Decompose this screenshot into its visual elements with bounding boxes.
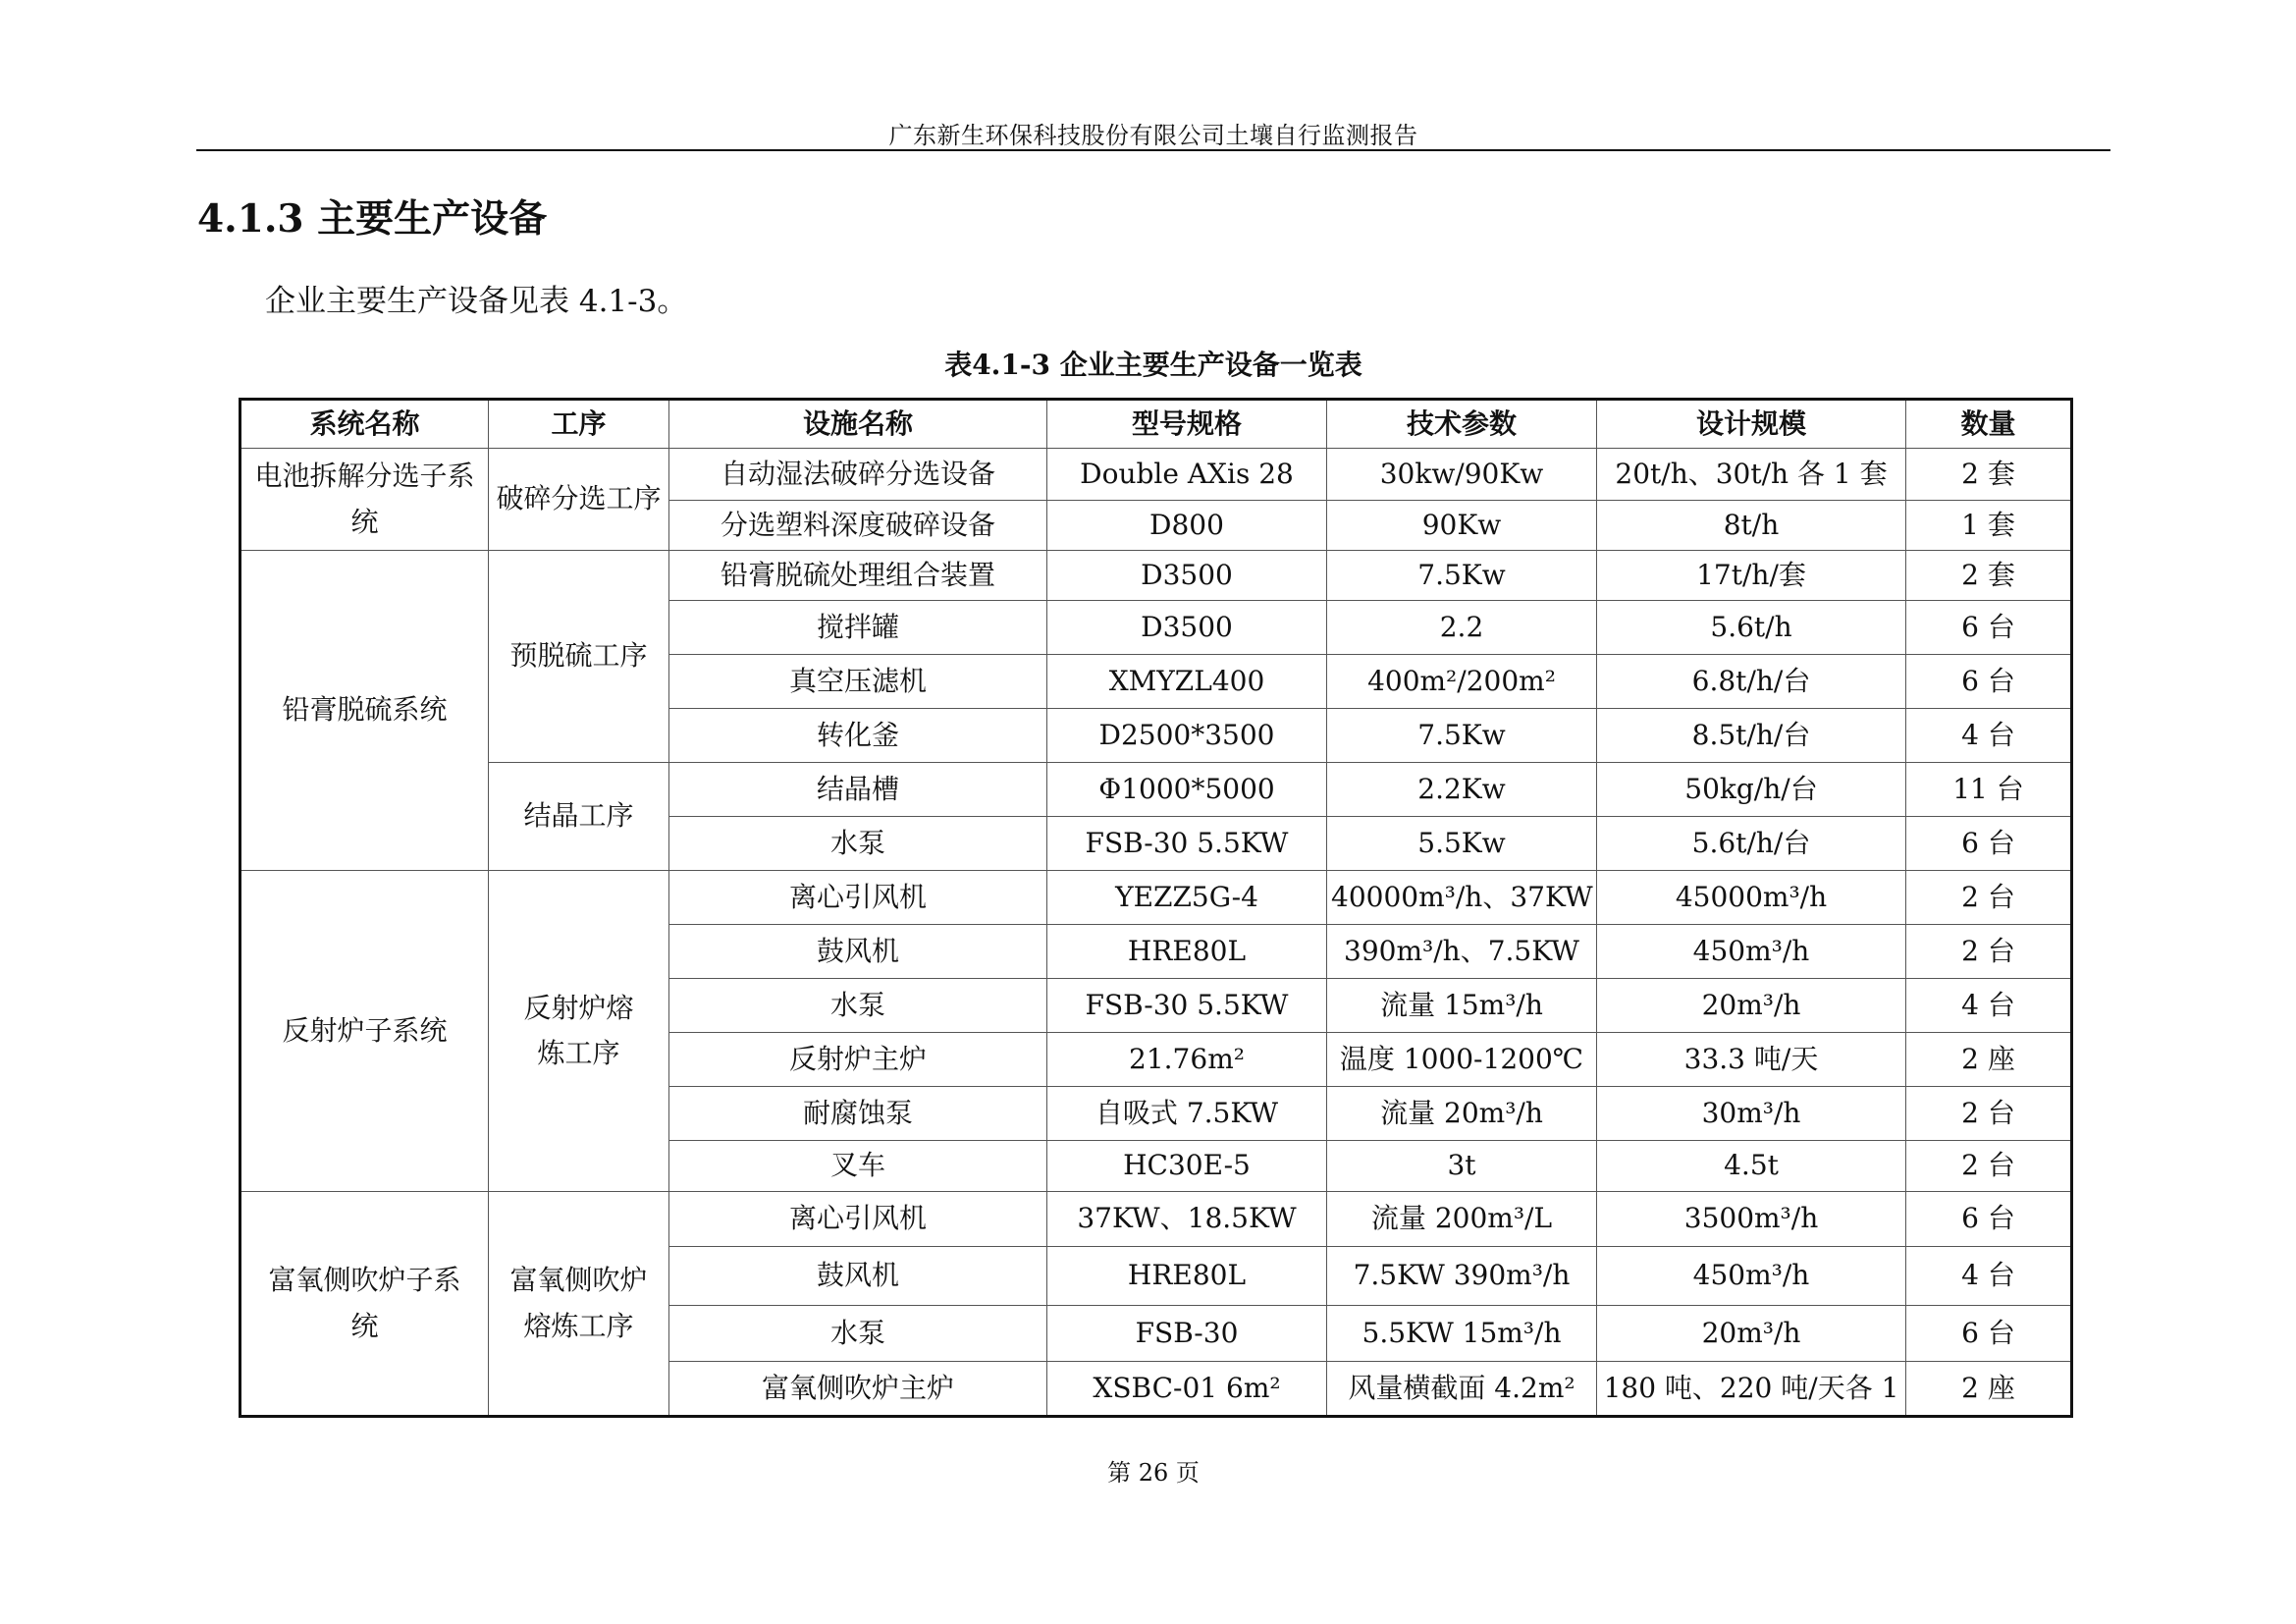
params-cell: 温度 1000-1200℃ — [1327, 1033, 1597, 1087]
quantity-cell: 4 台 — [1906, 979, 2072, 1033]
model-cell: FSB-30 — [1047, 1306, 1327, 1362]
model-cell: Double AXis 28 — [1047, 449, 1327, 501]
facility-cell: 水泵 — [669, 817, 1047, 871]
page-header: 广东新生环保科技股份有限公司土壤自行监测报告 — [888, 122, 1418, 149]
quantity-cell: 2 座 — [1906, 1033, 2072, 1087]
system-name-cell: 铅膏脱硫系统 — [240, 551, 489, 871]
model-cell: D800 — [1047, 501, 1327, 551]
params-cell: 7.5Kw — [1327, 709, 1597, 763]
intro-paragraph: 企业主要生产设备见表 4.1-3。 — [265, 284, 688, 319]
params-cell: 流量 20m³/h — [1327, 1087, 1597, 1141]
scale-cell: 6.8t/h/台 — [1597, 655, 1906, 709]
params-cell: 5.5KW 15m³/h — [1327, 1306, 1597, 1362]
page-number: 第 26 页 — [1107, 1459, 1200, 1487]
scale-cell: 20m³/h — [1597, 979, 1906, 1033]
facility-cell: 自动湿法破碎分选设备 — [669, 449, 1047, 501]
params-cell: 3t — [1327, 1141, 1597, 1192]
params-cell: 90Kw — [1327, 501, 1597, 551]
facility-cell: 水泵 — [669, 1306, 1047, 1362]
model-cell: Φ1000*5000 — [1047, 763, 1327, 817]
params-cell: 2.2Kw — [1327, 763, 1597, 817]
quantity-cell: 2 台 — [1906, 925, 2072, 979]
facility-cell: 铅膏脱硫处理组合装置 — [669, 551, 1047, 601]
model-cell: D3500 — [1047, 601, 1327, 655]
scale-cell: 8t/h — [1597, 501, 1906, 551]
quantity-cell: 6 台 — [1906, 601, 2072, 655]
scale-cell: 50kg/h/台 — [1597, 763, 1906, 817]
scale-cell: 450m³/h — [1597, 1247, 1906, 1306]
model-cell: D2500*3500 — [1047, 709, 1327, 763]
scale-cell: 20m³/h — [1597, 1306, 1906, 1362]
facility-cell: 反射炉主炉 — [669, 1033, 1047, 1087]
column-header: 系统名称 — [240, 400, 489, 449]
facility-cell: 鼓风机 — [669, 1247, 1047, 1306]
params-cell: 30kw/90Kw — [1327, 449, 1597, 501]
model-cell: HRE80L — [1047, 925, 1327, 979]
table-row — [240, 551, 2072, 601]
quantity-cell: 6 台 — [1906, 655, 2072, 709]
params-cell: 400m²/200m² — [1327, 655, 1597, 709]
facility-cell: 耐腐蚀泵 — [669, 1087, 1047, 1141]
params-cell: 流量 15m³/h — [1327, 979, 1597, 1033]
facility-cell: 真空压滤机 — [669, 655, 1047, 709]
table-row — [240, 871, 2072, 925]
facility-cell: 结晶槽 — [669, 763, 1047, 817]
model-cell: D3500 — [1047, 551, 1327, 601]
quantity-cell: 2 座 — [1906, 1362, 2072, 1417]
model-cell: HRE80L — [1047, 1247, 1327, 1306]
params-cell: 风量横截面 4.2m² — [1327, 1362, 1597, 1417]
facility-cell: 分选塑料深度破碎设备 — [669, 501, 1047, 551]
header-divider — [196, 149, 2110, 151]
system-name-cell: 反射炉子系统 — [240, 871, 489, 1192]
model-cell: XSBC-01 6m² — [1047, 1362, 1327, 1417]
model-cell: FSB-30 5.5KW — [1047, 979, 1327, 1033]
quantity-cell: 4 台 — [1906, 709, 2072, 763]
facility-cell: 搅拌罐 — [669, 601, 1047, 655]
process-name-cell: 预脱硫工序 — [489, 551, 669, 763]
column-header: 型号规格 — [1047, 400, 1327, 449]
model-cell: 自吸式 7.5KW — [1047, 1087, 1327, 1141]
column-header: 设计规模 — [1597, 400, 1906, 449]
equipment-table — [239, 398, 2073, 1418]
model-cell: 37KW、18.5KW — [1047, 1192, 1327, 1247]
system-name-cell: 电池拆解分选子系统 — [240, 449, 489, 551]
table-caption: 表4.1-3 企业主要生产设备一览表 — [944, 349, 1362, 381]
column-header: 设施名称 — [669, 400, 1047, 449]
facility-cell: 水泵 — [669, 979, 1047, 1033]
params-cell: 2.2 — [1327, 601, 1597, 655]
params-cell: 7.5KW 390m³/h — [1327, 1247, 1597, 1306]
scale-cell: 450m³/h — [1597, 925, 1906, 979]
process-name-cell: 反射炉熔炼工序 — [489, 871, 669, 1192]
quantity-cell: 6 台 — [1906, 1306, 2072, 1362]
model-cell: HC30E-5 — [1047, 1141, 1327, 1192]
facility-cell: 鼓风机 — [669, 925, 1047, 979]
model-cell: YEZZ5G-4 — [1047, 871, 1327, 925]
process-name-cell: 破碎分选工序 — [489, 449, 669, 551]
scale-cell: 33.3 吨/天 — [1597, 1033, 1906, 1087]
params-cell: 流量 200m³/L — [1327, 1192, 1597, 1247]
quantity-cell: 1 套 — [1906, 501, 2072, 551]
quantity-cell: 2 套 — [1906, 449, 2072, 501]
params-cell: 390m³/h、7.5KW — [1327, 925, 1597, 979]
facility-cell: 富氧侧吹炉主炉 — [669, 1362, 1047, 1417]
column-header: 数量 — [1906, 400, 2072, 449]
quantity-cell: 2 台 — [1906, 1141, 2072, 1192]
quantity-cell: 2 台 — [1906, 1087, 2072, 1141]
scale-cell: 5.6t/h — [1597, 601, 1906, 655]
scale-cell: 30m³/h — [1597, 1087, 1906, 1141]
scale-cell: 5.6t/h/台 — [1597, 817, 1906, 871]
quantity-cell: 11 台 — [1906, 763, 2072, 817]
model-cell: 21.76m² — [1047, 1033, 1327, 1087]
scale-cell: 8.5t/h/台 — [1597, 709, 1906, 763]
scale-cell: 3500m³/h — [1597, 1192, 1906, 1247]
section-title: 4.1.3 主要生产设备 — [197, 196, 548, 242]
facility-cell: 叉车 — [669, 1141, 1047, 1192]
model-cell: FSB-30 5.5KW — [1047, 817, 1327, 871]
quantity-cell: 6 台 — [1906, 1192, 2072, 1247]
table-row — [240, 763, 2072, 817]
table-row — [240, 449, 2072, 501]
table-row — [240, 1192, 2072, 1247]
system-name-cell: 富氧侧吹炉子系统 — [240, 1192, 489, 1417]
scale-cell: 20t/h、30t/h 各 1 套 — [1597, 449, 1906, 501]
process-name-cell: 结晶工序 — [489, 763, 669, 871]
scale-cell: 180 吨、220 吨/天各 1 — [1597, 1362, 1906, 1417]
column-header: 工序 — [489, 400, 669, 449]
params-cell: 5.5Kw — [1327, 817, 1597, 871]
params-cell: 40000m³/h、37KW — [1327, 871, 1597, 925]
facility-cell: 转化釜 — [669, 709, 1047, 763]
table-header-row — [240, 400, 2072, 449]
quantity-cell: 6 台 — [1906, 817, 2072, 871]
facility-cell: 离心引风机 — [669, 1192, 1047, 1247]
facility-cell: 离心引风机 — [669, 871, 1047, 925]
params-cell: 7.5Kw — [1327, 551, 1597, 601]
column-header: 技术参数 — [1327, 400, 1597, 449]
process-name-cell: 富氧侧吹炉熔炼工序 — [489, 1192, 669, 1417]
scale-cell: 17t/h/套 — [1597, 551, 1906, 601]
quantity-cell: 2 台 — [1906, 871, 2072, 925]
scale-cell: 4.5t — [1597, 1141, 1906, 1192]
quantity-cell: 2 套 — [1906, 551, 2072, 601]
model-cell: XMYZL400 — [1047, 655, 1327, 709]
scale-cell: 45000m³/h — [1597, 871, 1906, 925]
quantity-cell: 4 台 — [1906, 1247, 2072, 1306]
